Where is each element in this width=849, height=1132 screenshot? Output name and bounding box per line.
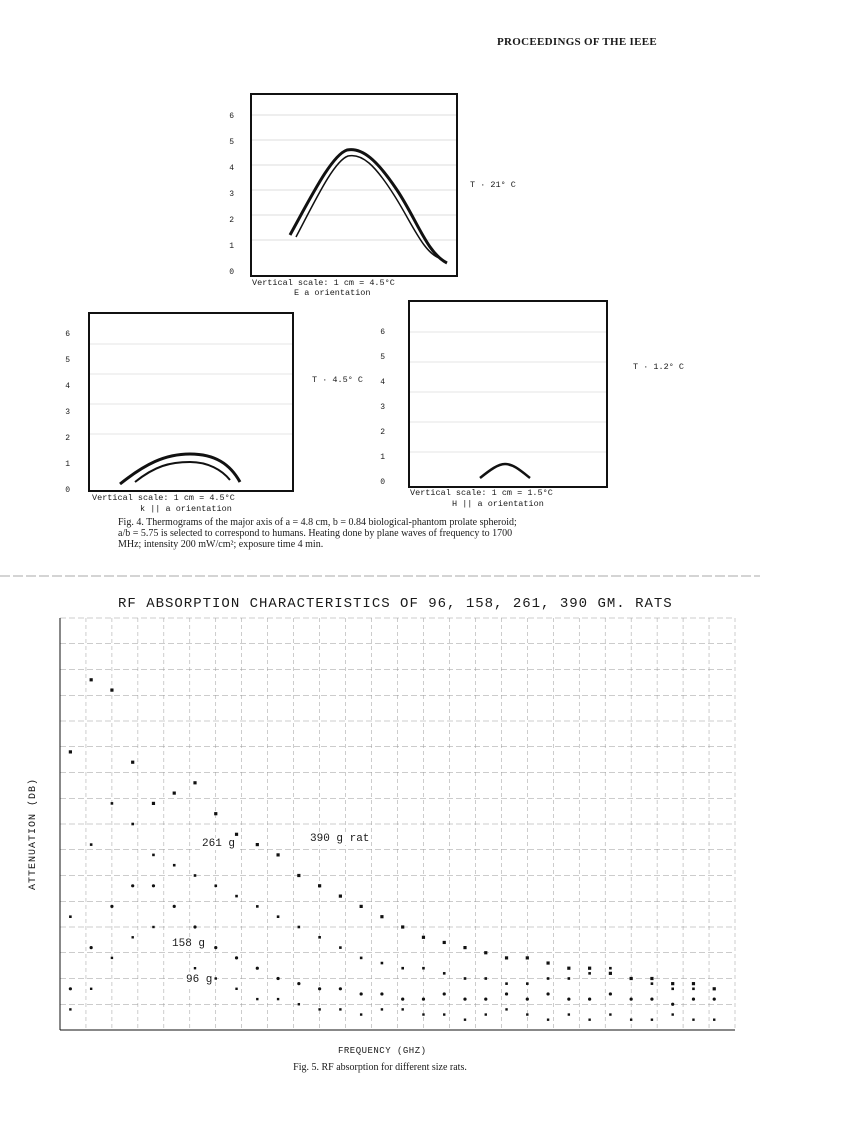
data-point — [256, 905, 259, 908]
data-point — [131, 936, 133, 938]
data-point — [173, 864, 176, 867]
y-tick: 0 — [65, 486, 70, 495]
data-point — [111, 802, 114, 805]
data-point — [609, 967, 612, 970]
data-point — [588, 972, 591, 975]
data-point — [671, 1003, 674, 1006]
data-point — [671, 1013, 673, 1015]
data-point — [214, 946, 217, 949]
data-point — [298, 926, 301, 929]
rf-absorption-chart — [0, 568, 760, 1048]
data-point — [650, 977, 653, 980]
fig4-bl-orientation: k || a orientation — [140, 504, 232, 514]
data-point — [131, 884, 134, 887]
data-point — [422, 936, 425, 939]
data-point — [318, 884, 321, 887]
data-point — [69, 987, 72, 990]
data-point — [235, 895, 238, 898]
y-tick: 6 — [380, 328, 385, 337]
data-point — [381, 962, 384, 965]
thermogram-bottom-right-trace — [410, 302, 606, 486]
data-point — [443, 972, 446, 975]
data-point — [422, 998, 425, 1001]
y-tick: 5 — [229, 138, 234, 147]
data-point — [609, 1013, 611, 1015]
data-point — [214, 885, 217, 888]
data-point — [173, 905, 176, 908]
data-point — [422, 967, 425, 970]
data-point — [505, 992, 508, 995]
data-point — [194, 967, 196, 969]
y-tick: 6 — [229, 112, 234, 121]
data-point — [464, 1019, 466, 1021]
data-point — [671, 982, 674, 985]
data-point — [69, 750, 72, 753]
data-point — [90, 988, 92, 990]
y-tick: 1 — [65, 460, 70, 469]
data-point — [360, 905, 363, 908]
annotation-261g: 261 g — [202, 838, 236, 850]
data-point — [713, 998, 716, 1001]
data-point — [526, 1013, 528, 1015]
data-point — [235, 988, 237, 990]
data-point — [630, 1019, 632, 1021]
data-point — [256, 967, 259, 970]
data-point — [297, 874, 300, 877]
thermogram-bottom-left-trace — [90, 314, 292, 490]
fig4-caption — [118, 517, 648, 550]
data-point — [568, 1013, 570, 1015]
annotation-390g: 390 g rat — [310, 833, 370, 845]
data-point — [505, 982, 508, 985]
data-point — [152, 854, 155, 857]
data-point — [256, 843, 259, 846]
data-point — [152, 802, 155, 805]
data-point — [713, 987, 716, 990]
y-tick: 1 — [380, 453, 385, 462]
data-point — [713, 1019, 715, 1021]
data-point — [609, 972, 612, 975]
fig4-br-temperature: T · 1.2° C — [633, 362, 685, 372]
thermogram-bottom-right — [408, 300, 608, 488]
data-point — [588, 1019, 590, 1021]
data-point — [193, 781, 196, 784]
data-point — [215, 977, 217, 979]
y-tick: 3 — [65, 408, 70, 417]
data-point — [546, 992, 549, 995]
data-point — [235, 833, 238, 836]
data-point — [630, 977, 633, 980]
data-point — [463, 998, 466, 1001]
data-point — [256, 998, 258, 1000]
y-tick: 2 — [65, 434, 70, 443]
data-point — [131, 761, 134, 764]
data-point — [194, 874, 197, 877]
fig4-caption-line: MHz; intensity 200 mW/cm²; exposure time 4 min. — [118, 539, 324, 550]
data-point — [547, 977, 550, 980]
data-point — [131, 823, 134, 826]
data-point — [339, 895, 342, 898]
data-point — [401, 998, 404, 1001]
y-tick: 2 — [380, 428, 385, 437]
data-point — [381, 1008, 383, 1010]
annotation-158g: 158 g — [172, 938, 206, 950]
data-point — [526, 998, 529, 1001]
data-point — [360, 957, 363, 960]
y-axis-label: ATTENUATION (DB) — [28, 777, 39, 890]
data-point — [152, 884, 155, 887]
thermogram-bottom-left — [88, 312, 294, 492]
data-point — [547, 1019, 549, 1021]
data-point — [567, 998, 570, 1001]
data-point — [526, 982, 529, 985]
data-point — [443, 1013, 445, 1015]
data-point — [339, 987, 342, 990]
data-point — [360, 1013, 362, 1015]
fig4-top-temperature: T · 21° C — [470, 180, 516, 190]
y-tick: 0 — [229, 268, 234, 277]
data-point — [567, 967, 570, 970]
y-tick: 0 — [380, 478, 385, 487]
data-point — [609, 992, 612, 995]
data-point — [671, 988, 674, 991]
data-point — [651, 982, 654, 985]
y-tick: 4 — [229, 164, 234, 173]
y-tick: 3 — [229, 190, 234, 199]
data-point — [276, 853, 279, 856]
chart-title: RF ABSORPTION CHARACTERISTICS OF 96, 158, 261, 390 GM. RATS — [118, 596, 673, 612]
data-point — [630, 998, 633, 1001]
data-point — [526, 956, 529, 959]
data-point — [277, 915, 280, 918]
data-point — [110, 689, 113, 692]
data-point — [484, 998, 487, 1001]
fig4-bl-temperature: T · 4.5° C — [312, 375, 364, 385]
data-point — [485, 1013, 487, 1015]
data-point — [505, 1008, 507, 1010]
x-axis-label: FREQUENCY (GHZ) — [338, 1046, 427, 1056]
data-point — [505, 956, 508, 959]
data-point — [339, 1008, 341, 1010]
fig4-br-scale: Vertical scale: 1 cm = 1.5°C — [410, 488, 553, 498]
data-point — [588, 967, 591, 970]
data-point — [443, 941, 446, 944]
data-point — [588, 998, 591, 1001]
y-tick: 4 — [65, 382, 70, 391]
y-tick: 5 — [65, 356, 70, 365]
fig4-caption-line: Fig. 4. Thermograms of the major axis of a = 4.8 cm, b = 0.84 biological-phantom prolate spheroid; — [118, 517, 517, 528]
data-point — [401, 967, 404, 970]
y-tick: 4 — [380, 378, 385, 387]
data-point — [422, 1013, 424, 1015]
data-point — [69, 1008, 71, 1010]
data-point — [484, 977, 487, 980]
data-point — [380, 992, 383, 995]
y-tick: 6 — [65, 330, 70, 339]
data-point — [318, 987, 321, 990]
data-point — [276, 977, 279, 980]
data-point — [110, 905, 113, 908]
data-point — [193, 925, 196, 928]
data-point — [380, 915, 383, 918]
fig4-bl-scale: Vertical scale: 1 cm = 4.5°C — [92, 493, 235, 503]
data-point — [443, 992, 446, 995]
data-point — [546, 961, 549, 964]
data-point — [318, 1008, 320, 1010]
data-point — [651, 1019, 653, 1021]
fig4-top-scale: Vertical scale: 1 cm = 4.5°C — [252, 278, 395, 288]
data-point — [214, 812, 217, 815]
data-point — [318, 936, 321, 939]
data-point — [90, 946, 93, 949]
fig5-caption: Fig. 5. RF absorption for different size rats. — [293, 1062, 467, 1073]
running-header: PROCEEDINGS OF THE IEEE — [497, 36, 658, 48]
thermogram-top-trace — [252, 95, 456, 275]
data-point — [464, 977, 467, 980]
y-tick: 3 — [380, 403, 385, 412]
data-point — [339, 946, 342, 949]
data-point — [235, 956, 238, 959]
thermogram-top — [250, 93, 458, 277]
annotation-96g: 96 g — [186, 974, 213, 986]
data-point — [692, 998, 695, 1001]
data-point — [401, 1008, 403, 1010]
fig4-caption-line: a/b = 5.75 is selected to correspond to humans. Heating done by plane waves of frequency to 1700 — [118, 528, 513, 539]
data-point — [298, 1003, 300, 1005]
y-tick: 1 — [229, 242, 234, 251]
data-point — [111, 957, 113, 959]
fig4-top-orientation: E a orientation — [294, 288, 371, 298]
data-point — [692, 988, 695, 991]
data-point — [152, 926, 154, 928]
fig4-br-orientation: H || a orientation — [452, 499, 544, 509]
data-point — [90, 678, 93, 681]
data-point — [463, 946, 466, 949]
data-point — [692, 1019, 694, 1021]
y-tick: 5 — [380, 353, 385, 362]
data-point — [568, 977, 571, 980]
data-point — [277, 998, 279, 1000]
y-tick: 2 — [229, 216, 234, 225]
data-point — [90, 843, 93, 846]
data-point — [173, 792, 176, 795]
data-point — [297, 982, 300, 985]
data-point — [69, 915, 72, 918]
data-point — [650, 998, 653, 1001]
data-point — [360, 992, 363, 995]
data-point — [484, 951, 487, 954]
data-point — [401, 925, 404, 928]
data-point — [692, 982, 695, 985]
